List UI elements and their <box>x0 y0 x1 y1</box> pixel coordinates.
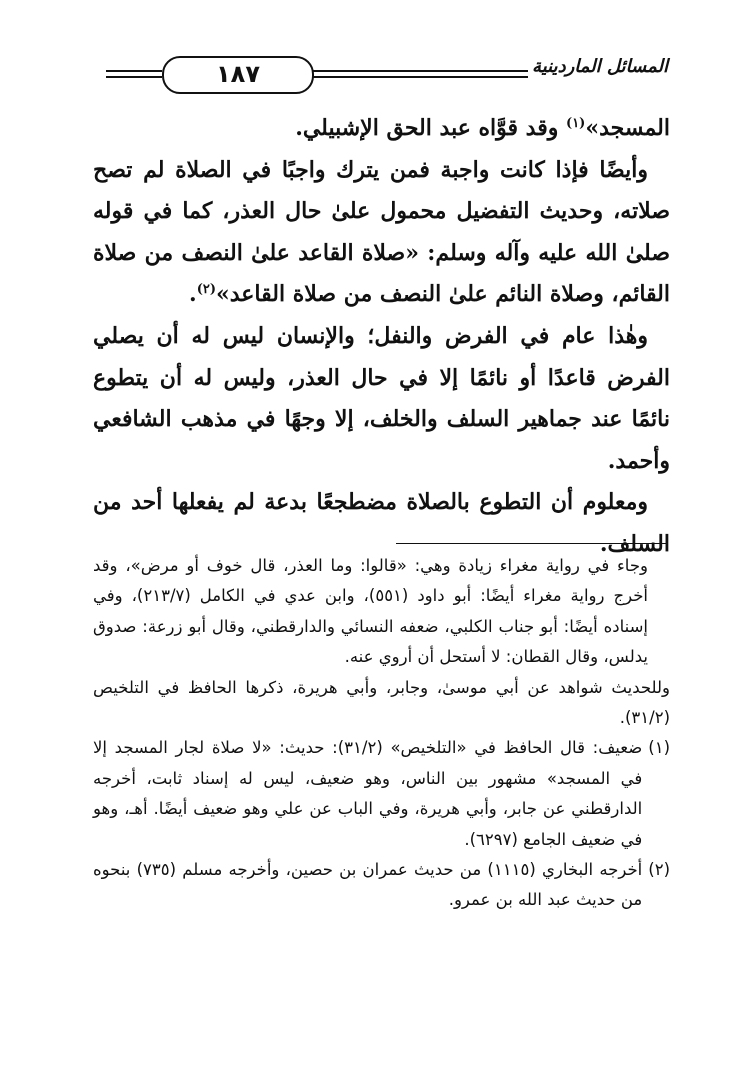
paragraph-1 <box>93 108 670 150</box>
p1-end: وقد قوَّاه عبد الحق الإشبيلي. <box>295 115 567 141</box>
footnote-1-text: ضعيف: قال الحافظ في «التلخيص» (٣١/٢): حديث: «لا صلاة لجار المسجد إلا في المسجد» مشهور بين الناس، وهو ضعيف، ليس له إسناد ثابت، أخرجه الدارقطني عن جابر، وأبي هريرة، وفي الباب عن علي وهو ضعيف أيضًا. أهـ، وهو في ضعيف الجامع (٦٢٩٧). <box>93 738 643 849</box>
footnote-ref-2: (٢) <box>196 282 216 298</box>
footnote-2-text: أخرجه البخاري (١١١٥) من حديث عمران بن حصين، وأخرجه مسلم (٧٣٥) بنحوه من حديث عبد الله بن عمرو. <box>93 860 643 910</box>
footnote-1-marker: (١) <box>648 738 670 758</box>
footnote-1 <box>93 733 670 855</box>
footnote-ref-1: (١) <box>566 116 586 131</box>
main-text <box>93 108 670 566</box>
running-header <box>92 50 668 96</box>
footnotes <box>93 551 670 916</box>
paragraph-4: ومعلوم أن التطوع بالصلاة مضطجعًا بدعة لم يفعلها أحد من السلف. <box>93 489 670 557</box>
header-rule-left-bottom <box>106 76 162 78</box>
paragraph-3: وهٰذا عام في الفرض والنفل؛ والإنسان ليس له أن يصلي الفرض قاعدًا أو نائمًا إلا في حال العذر، وليس له أن يتطوع نائمًا عند جماهير السلف والخلف، إلا وجهًا في مذهب الشافعي وأحمد. <box>93 322 670 474</box>
page-number: ١٨٧ <box>162 56 314 94</box>
p1-start: المسجد» <box>585 115 670 141</box>
footnote-separator <box>396 543 668 544</box>
footnote-2-marker: (٢) <box>648 860 670 880</box>
book-title: المسائل الماردينية <box>528 54 668 80</box>
paragraph-2 <box>93 150 670 316</box>
footnote-continuation-1: وجاء في رواية مغراء زيادة وهي: «قالوا: وما العذر، قال خوف أو مرض»، وقد أخرج رواية مغراء أيضًا: أبو داود (٥٥١)، وابن عدي في الكامل (٢١٣/٧)، وفي إسناده أيضًا: أبو جناب الكلبي، ضعفه النسائي والدارقطني، وقال أبو زرعة: صدوق يدلس، وقال القطان: لا أستحل أن أروي عنه. <box>93 556 648 667</box>
footnote-continuation-2: وللحديث شواهد عن أبي موسىٰ، وجابر، وأبي هريرة، ذكرها الحافظ في التلخيص (٣١/٢). <box>93 677 670 728</box>
p2-text: وأيضًا فإذا كانت واجبة فمن يترك واجبًا في الصلاة لم تصح صلاته، وحديث التفضيل محمول علىٰ حال العذر، كما في قوله صلىٰ الله عليه وآله وسلم: «صلاة القاعد علىٰ النصف من صلاة القائم، وصلاة النائم علىٰ النصف من صلاة القاعد» <box>93 156 670 308</box>
header-rule-left-top <box>106 70 162 72</box>
footnote-2 <box>93 855 670 916</box>
p2-end: . <box>189 281 197 308</box>
